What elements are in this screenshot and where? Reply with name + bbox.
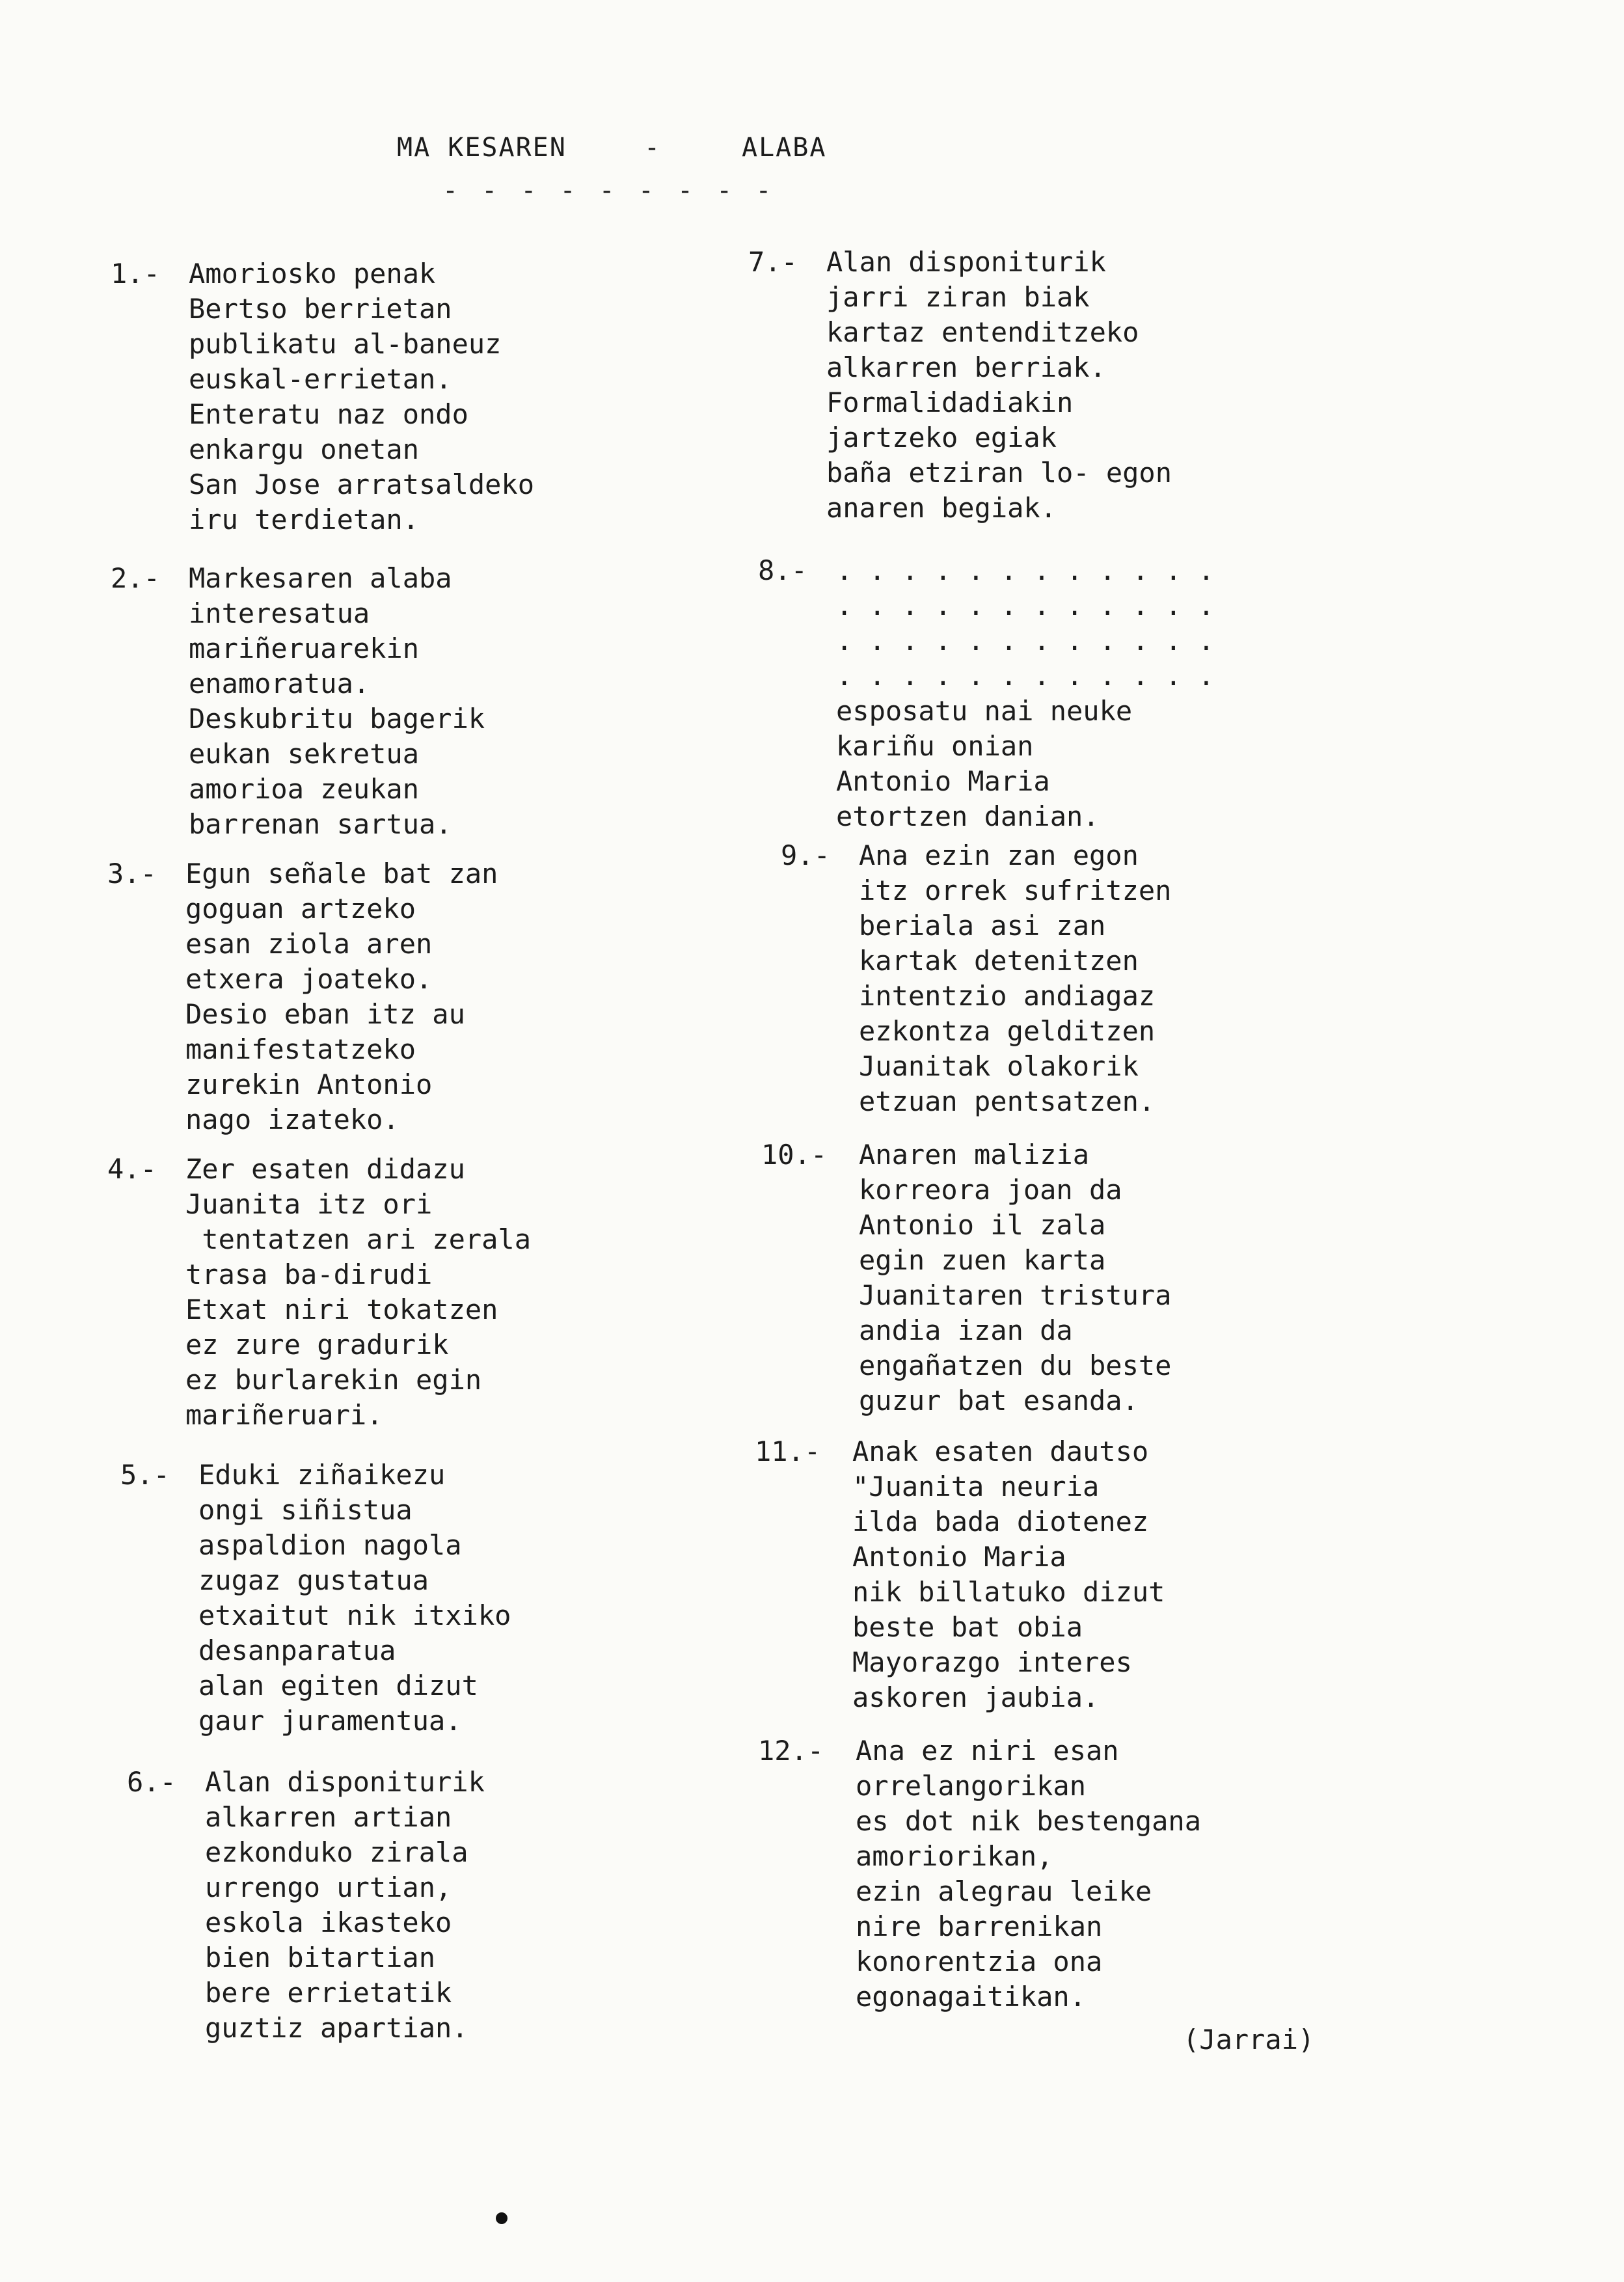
stanza-number: 11.- — [755, 1435, 821, 1467]
verse-line: egonagaitikan. — [856, 1981, 1087, 2013]
title-underline: - - - - - - - - - — [442, 176, 776, 206]
verse-line: goguan artzeko — [185, 893, 416, 925]
verse-line: esan ziola aren — [185, 928, 433, 960]
stanza-number: 8.- — [758, 554, 807, 586]
verse-line: bere errietatik — [205, 1977, 452, 2009]
verse-line: orrelangorikan — [856, 1770, 1087, 1802]
verse-line: Anaren malizia — [859, 1139, 1090, 1171]
stanza-number: 5.- — [120, 1459, 170, 1491]
verse-line: ez burlarekin egin — [185, 1364, 482, 1396]
verse-line: alkarren berriak. — [826, 351, 1106, 383]
verse-line: "Juanita neuria — [852, 1471, 1100, 1502]
verse-line: berialа asi zan — [859, 910, 1106, 942]
verse-line: egin zuen karta — [859, 1244, 1106, 1276]
verse-line: publikatu al-baneuz — [189, 328, 502, 360]
verse-line: Enteratu naz ondo — [189, 398, 468, 430]
verse-line: zurekin Antonio — [185, 1068, 433, 1100]
verse-line: Antonio il zala — [859, 1209, 1106, 1241]
verse-line: esposatu nai neuke — [836, 695, 1133, 727]
verse-line: enkargu onetan — [189, 433, 420, 465]
verse-line: Antonio Maria — [852, 1541, 1066, 1573]
verse-line: San Jose arratsaldeko — [189, 469, 535, 500]
verse-line: . . . . . . . . . . . . — [836, 660, 1215, 692]
verse-line: Antonio Maria — [836, 765, 1050, 797]
verse-line: Deskubritu bagerik — [189, 703, 485, 735]
verse-line: konorentzia ona — [856, 1946, 1103, 1977]
stanza-number: 9.- — [781, 839, 830, 871]
verse-line: ez zure gradurik — [185, 1329, 449, 1361]
verse-line: Ana ezin zan egon — [859, 839, 1139, 871]
verse-line: intentzio andiagaz — [859, 980, 1156, 1012]
verse-line: etxera joateko. — [185, 963, 433, 995]
verse-line: kartak detenitzen — [859, 945, 1139, 977]
verse-line: mariñeruarekin — [189, 632, 420, 664]
verse-line: anaren begiak. — [826, 492, 1057, 524]
verse-line: . . . . . . . . . . . . — [836, 554, 1215, 586]
verse-line: eskola ikasteko — [205, 1907, 452, 1938]
title-right: ALABA — [742, 133, 827, 163]
verse-line: alkarren artian — [205, 1801, 452, 1833]
verse-line: guzur bat esanda. — [859, 1385, 1139, 1417]
verse-line: kariñu onian — [836, 730, 1034, 762]
stanza-number: 3.- — [107, 858, 157, 890]
verse-line: iru terdietan. — [189, 504, 420, 536]
verse-line: zugaz gustatua — [198, 1564, 429, 1596]
continued-label: (Jarrai) — [1183, 2024, 1315, 2056]
verse-line: Anak esaten dautso — [852, 1435, 1149, 1467]
verse-line: gaur juramentua. — [198, 1705, 462, 1737]
title-left: MA KESAREN — [397, 133, 567, 163]
verse-line: tentatzen ari zerala — [185, 1223, 532, 1255]
verse-line: Etxat niri tokatzen — [185, 1294, 498, 1325]
verse-line: nik billatuko dizut — [852, 1576, 1165, 1608]
verse-line: desanparatua — [198, 1635, 396, 1666]
verse-line: Juanitak olakorik — [859, 1050, 1139, 1082]
verse-line: eukan sekretua — [189, 738, 420, 770]
bullet-dot — [496, 2212, 508, 2224]
verse-line: mariñeruari. — [185, 1399, 383, 1431]
verse-line: korreora joan da — [859, 1174, 1122, 1206]
verse-line: Mayorazgo interes — [852, 1646, 1132, 1678]
verse-line: Amoriosko penak — [189, 258, 436, 290]
verse-line: alan egiten dizut — [198, 1670, 478, 1702]
verse-line: Juanita itz ori — [185, 1188, 433, 1220]
verse-line: bien bitartian — [205, 1942, 436, 1974]
verse-line: etortzen danian. — [836, 800, 1100, 832]
verse-line: jarri ziran biak — [826, 281, 1090, 313]
verse-line: ezin alegrau leike — [856, 1875, 1152, 1907]
verse-line: baña etziran lo- egon — [826, 457, 1172, 489]
verse-line: . . . . . . . . . . . . — [836, 590, 1215, 621]
verse-line: Zer esaten didazu — [185, 1153, 465, 1185]
verse-line: amoriorikan, — [856, 1840, 1053, 1872]
verse-line: ezkonduko zirala — [205, 1836, 468, 1868]
verse-line: Formalidadiakin — [826, 387, 1074, 418]
verse-line: Bertso berrietan — [189, 293, 452, 325]
verse-line: es dot nik bestengana — [856, 1805, 1202, 1837]
verse-line: guztiz apartian. — [205, 2012, 468, 2044]
verse-line: nire barrenikan — [856, 1910, 1103, 1942]
verse-line: Markesaren alaba — [189, 562, 452, 594]
verse-line: Ana ez niri esan — [856, 1735, 1119, 1767]
verse-line: Alan disponiturik — [826, 246, 1106, 278]
verse-line: ilda bada diotenez — [852, 1506, 1149, 1538]
verse-line: euskal-errietan. — [189, 363, 452, 395]
stanza-number: 10.- — [761, 1139, 828, 1171]
verse-line: urrengo urtian, — [205, 1871, 452, 1903]
stanza-number: 4.- — [107, 1153, 157, 1185]
title-dash: - — [644, 133, 662, 163]
verse-line: kartaz entenditzeko — [826, 316, 1139, 348]
verse-line: nago izateko. — [185, 1104, 399, 1135]
stanza-number: 12.- — [758, 1735, 824, 1767]
verse-line: enamoratua. — [189, 668, 370, 700]
verse-line: barrenan sartua. — [189, 808, 452, 840]
verse-line: engañatzen du beste — [859, 1350, 1172, 1381]
verse-line: etxaitut nik itxiko — [198, 1599, 511, 1631]
verse-line: amorioa zeukan — [189, 773, 420, 805]
stanza-number: 7.- — [748, 246, 798, 278]
verse-line: beste bat obia — [852, 1611, 1083, 1643]
verse-line: Eduki ziñaikezu — [198, 1459, 446, 1491]
verse-line: ezkontza gelditzen — [859, 1015, 1156, 1047]
verse-line: Desio eban itz au — [185, 998, 465, 1030]
verse-line: manifestatzeko — [185, 1033, 416, 1065]
stanza-number: 1.- — [111, 258, 160, 290]
verse-line: Juanitaren tristura — [859, 1279, 1172, 1311]
verse-line: interesatua — [189, 597, 370, 629]
verse-line: Egun señale bat zan — [185, 858, 498, 890]
verse-line: trasa ba-dirudi — [185, 1258, 433, 1290]
verse-line: . . . . . . . . . . . . — [836, 625, 1215, 657]
verse-line: ongi siñistua — [198, 1494, 413, 1526]
verse-line: aspaldion nagola — [198, 1529, 462, 1561]
verse-line: itz orrek sufritzen — [859, 875, 1172, 906]
verse-line: askoren jaubia. — [852, 1681, 1100, 1713]
stanza-number: 2.- — [111, 562, 160, 594]
verse-line: Alan disponiturik — [205, 1766, 485, 1798]
verse-line: andia izan da — [859, 1314, 1073, 1346]
verse-line: etzuan pentsatzen. — [859, 1085, 1156, 1117]
verse-line: jartzeko egiak — [826, 422, 1057, 454]
stanza-number: 6.- — [127, 1766, 176, 1798]
